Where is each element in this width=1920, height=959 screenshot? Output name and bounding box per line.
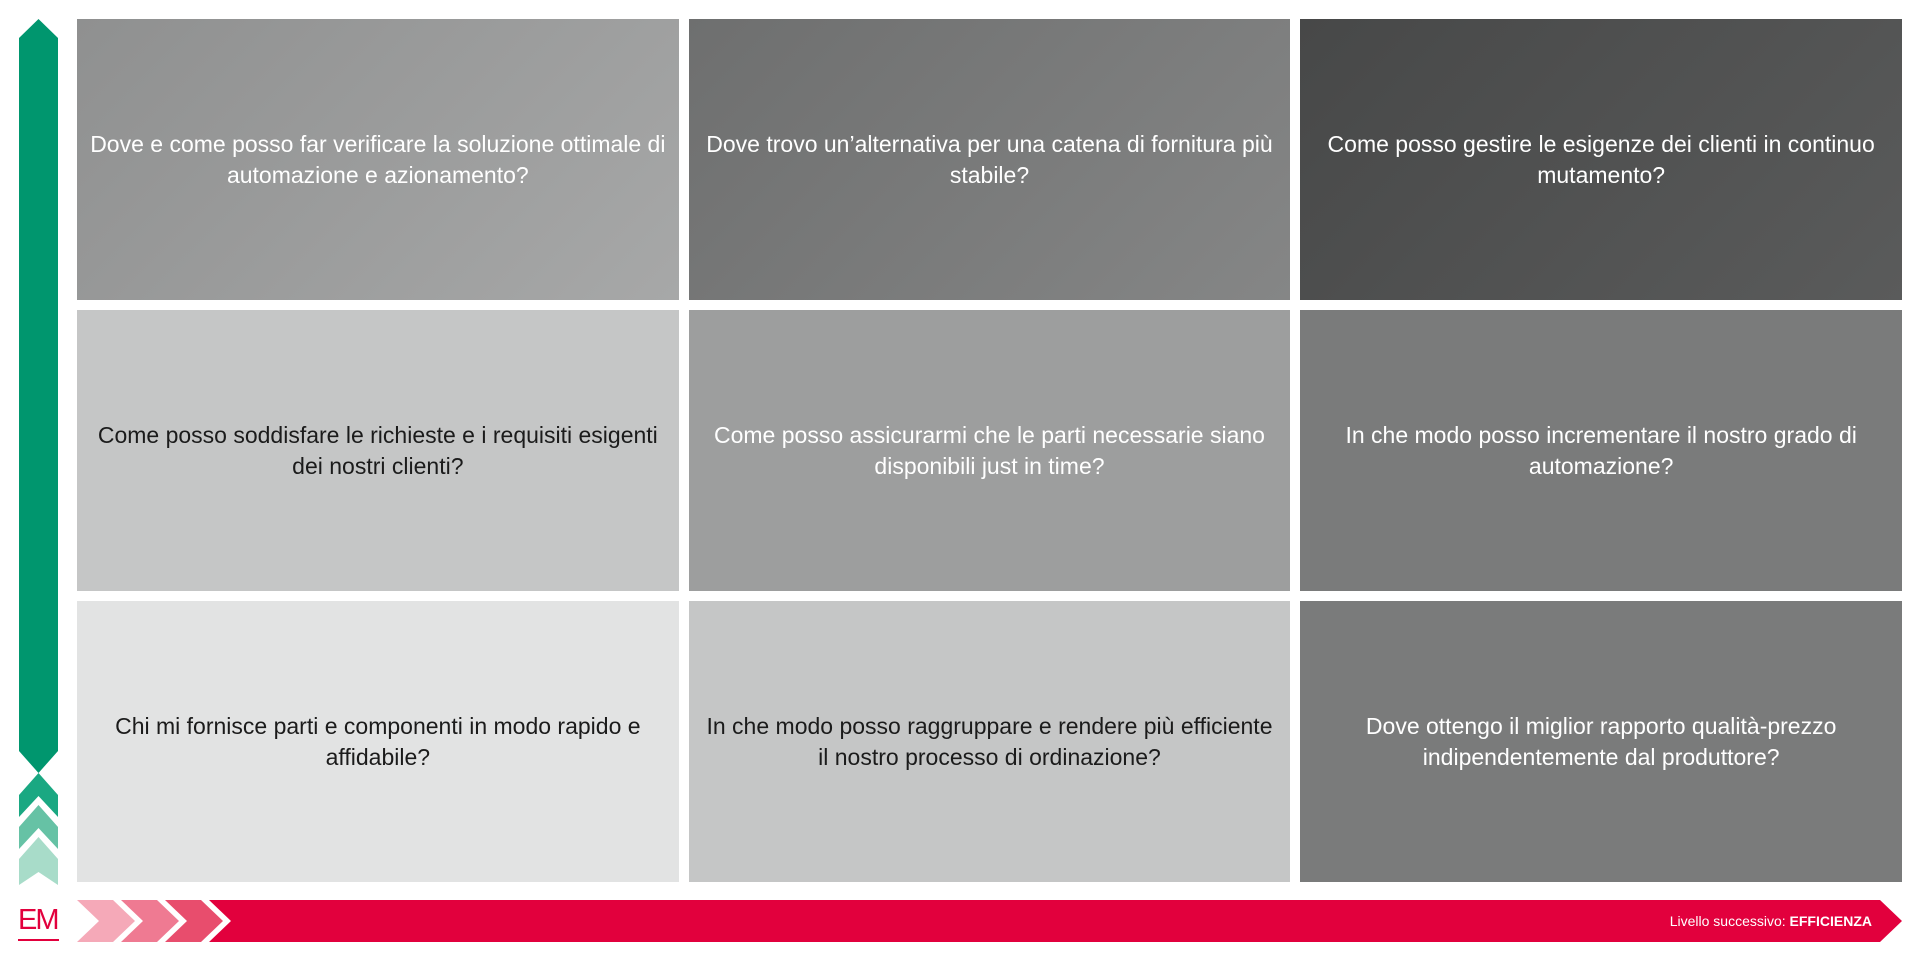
question-matrix	[77, 19, 1902, 882]
matrix-cell-r1-c1[interactable]	[77, 19, 679, 300]
matrix-cell-text: In che modo posso raggruppare e rendere più efficiente il nostro processo di ordinazione?	[706, 712, 1273, 770]
logo-underline	[18, 939, 59, 941]
matrix-cell-r2-c2[interactable]	[689, 310, 1291, 591]
matrix-cell-text: Dove ottengo il miglior rapporto qualità-prezzo indipendentemente dal produttore?	[1365, 712, 1837, 770]
competence-axis	[19, 19, 74, 885]
competence-arrow-icon	[19, 19, 58, 885]
matrix-cell-text: Chi mi fornisce parti e componenti in modo rapido e affidabile?	[115, 712, 641, 770]
matrix-cell-text: Dove e come posso far verificare la soluzione ottimale di automazione e azionamento?	[90, 130, 666, 188]
matrix-cell-r1-c2[interactable]	[689, 19, 1291, 300]
matrix-cell-text: Come posso assicurarmi che le parti necessarie siano disponibili just in time?	[714, 421, 1265, 479]
competence-axis-label: Livello successivo: COMPETENZA	[58, 57, 74, 275]
efficiency-axis-label: Livello successivo: EFFICIENZA	[1669, 913, 1872, 929]
efficiency-arrow-icon	[77, 900, 1902, 942]
em-logo	[18, 905, 60, 941]
matrix-cell-text: Dove trovo un’alternativa per una catena di fornitura più stabile?	[706, 130, 1273, 188]
matrix-cell-text: Come posso soddisfare le richieste e i requisiti esigenti dei nostri clienti?	[97, 421, 658, 479]
matrix-cell-r2-c1[interactable]	[77, 310, 679, 591]
efficiency-axis	[77, 900, 1902, 942]
logo-text: EM	[18, 904, 58, 936]
matrix-cell-r3-c3[interactable]	[1300, 601, 1902, 882]
matrix-cell-r3-c1[interactable]	[77, 601, 679, 882]
matrix-cell-r2-c3[interactable]	[1300, 310, 1902, 591]
matrix-cell-r3-c2[interactable]	[689, 601, 1291, 882]
matrix-cell-text: In che modo posso incrementare il nostro grado di automazione?	[1345, 421, 1857, 479]
matrix-cell-text: Come posso gestire le esigenze dei clienti in continuo mutamento?	[1327, 130, 1875, 188]
matrix-cell-r1-c3[interactable]	[1300, 19, 1902, 300]
